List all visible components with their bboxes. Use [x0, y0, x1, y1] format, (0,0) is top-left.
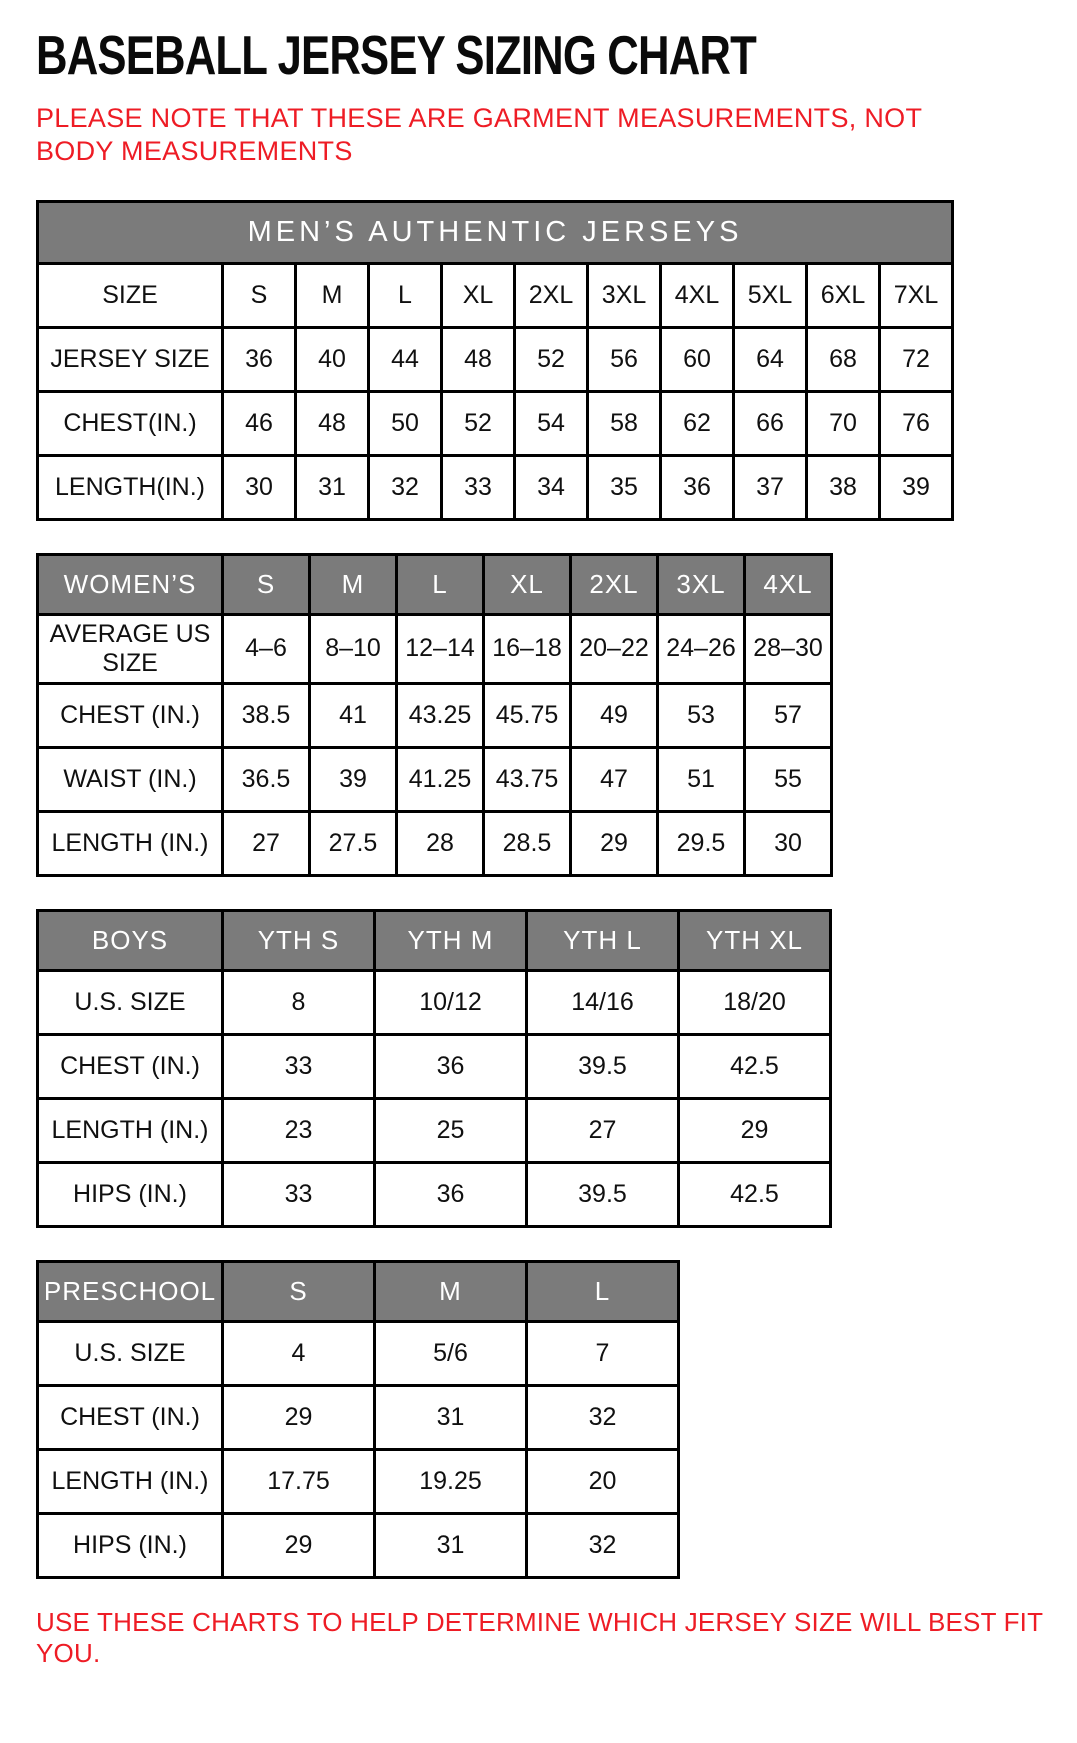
value-cell: 39 [880, 455, 953, 519]
table-row [38, 1162, 831, 1226]
value-cell: 30 [223, 455, 296, 519]
column-header: YTH L [527, 910, 679, 970]
value-cell: L [369, 263, 442, 327]
value-cell: 30 [745, 811, 832, 875]
value-cell: 29 [679, 1098, 831, 1162]
value-cell: 33 [223, 1162, 375, 1226]
header-row [38, 554, 832, 614]
preschool-jerseys-table [36, 1260, 680, 1579]
value-cell: 41 [310, 683, 397, 747]
value-cell: 32 [369, 455, 442, 519]
row-label: LENGTH(IN.) [38, 455, 223, 519]
value-cell: 48 [296, 391, 369, 455]
value-cell: 54 [515, 391, 588, 455]
row-label: HIPS (IN.) [38, 1162, 223, 1226]
value-cell: 40 [296, 327, 369, 391]
value-cell: 33 [223, 1034, 375, 1098]
value-cell: 5/6 [375, 1321, 527, 1385]
value-cell: 23 [223, 1098, 375, 1162]
table-row [38, 970, 831, 1034]
value-cell: 31 [296, 455, 369, 519]
value-cell: 7 [527, 1321, 679, 1385]
mens-banner-row [38, 201, 953, 263]
column-header: S [223, 1261, 375, 1321]
value-cell: 48 [442, 327, 515, 391]
value-cell: 43.75 [484, 747, 571, 811]
value-cell: 8 [223, 970, 375, 1034]
value-cell: 34 [515, 455, 588, 519]
row-label: WAIST (IN.) [38, 747, 223, 811]
table-row [38, 263, 953, 327]
value-cell: M [296, 263, 369, 327]
value-cell: 66 [734, 391, 807, 455]
value-cell: 56 [588, 327, 661, 391]
header-row [38, 910, 831, 970]
value-cell: 16–18 [484, 614, 571, 683]
value-cell: 27 [527, 1098, 679, 1162]
table-row [38, 747, 832, 811]
column-header: S [223, 554, 310, 614]
value-cell: 6XL [807, 263, 880, 327]
value-cell: 42.5 [679, 1162, 831, 1226]
table-row [38, 1449, 679, 1513]
value-cell: 37 [734, 455, 807, 519]
value-cell: 36 [661, 455, 734, 519]
value-cell: 32 [527, 1513, 679, 1577]
mens-jerseys-table [36, 200, 954, 521]
value-cell: 24–26 [658, 614, 745, 683]
row-label: LENGTH (IN.) [38, 1449, 223, 1513]
value-cell: 4 [223, 1321, 375, 1385]
value-cell: 52 [442, 391, 515, 455]
value-cell: 20 [527, 1449, 679, 1513]
value-cell: 36 [375, 1034, 527, 1098]
value-cell: 50 [369, 391, 442, 455]
value-cell: 60 [661, 327, 734, 391]
value-cell: 28–30 [745, 614, 832, 683]
value-cell: 38.5 [223, 683, 310, 747]
column-header: XL [484, 554, 571, 614]
row-label: AVERAGE US SIZE [38, 614, 223, 683]
row-label: SIZE [38, 263, 223, 327]
table-row [38, 1034, 831, 1098]
column-header: M [375, 1261, 527, 1321]
value-cell: 10/12 [375, 970, 527, 1034]
value-cell: 25 [375, 1098, 527, 1162]
table-row [38, 811, 832, 875]
value-cell: 62 [661, 391, 734, 455]
value-cell: 64 [734, 327, 807, 391]
column-header: M [310, 554, 397, 614]
table-row [38, 1321, 679, 1385]
row-label: CHEST (IN.) [38, 1034, 223, 1098]
value-cell: 4XL [661, 263, 734, 327]
value-cell: 12–14 [397, 614, 484, 683]
value-cell: 57 [745, 683, 832, 747]
table-row [38, 683, 832, 747]
column-header: L [397, 554, 484, 614]
value-cell: 2XL [515, 263, 588, 327]
value-cell: 44 [369, 327, 442, 391]
row-label: HIPS (IN.) [38, 1513, 223, 1577]
value-cell: 28 [397, 811, 484, 875]
value-cell: 42.5 [679, 1034, 831, 1098]
table-title-cell: PRESCHOOL [38, 1261, 223, 1321]
value-cell: 43.25 [397, 683, 484, 747]
mens-table-banner: MEN’S AUTHENTIC JERSEYS [38, 201, 953, 263]
value-cell: 33 [442, 455, 515, 519]
value-cell: 49 [571, 683, 658, 747]
value-cell: 5XL [734, 263, 807, 327]
table-row [38, 455, 953, 519]
row-label: JERSEY SIZE [38, 327, 223, 391]
value-cell: 14/16 [527, 970, 679, 1034]
value-cell: 41.25 [397, 747, 484, 811]
value-cell: 3XL [588, 263, 661, 327]
value-cell: 18/20 [679, 970, 831, 1034]
value-cell: 46 [223, 391, 296, 455]
value-cell: 32 [527, 1385, 679, 1449]
value-cell: 36 [375, 1162, 527, 1226]
table-row [38, 1385, 679, 1449]
value-cell: 19.25 [375, 1449, 527, 1513]
value-cell: 70 [807, 391, 880, 455]
table-title-cell: BOYS [38, 910, 223, 970]
row-label: LENGTH (IN.) [38, 1098, 223, 1162]
table-title-cell: WOMEN’S [38, 554, 223, 614]
value-cell: 27.5 [310, 811, 397, 875]
value-cell: 55 [745, 747, 832, 811]
value-cell: 36.5 [223, 747, 310, 811]
boys-jerseys-table [36, 909, 832, 1228]
value-cell: 38 [807, 455, 880, 519]
column-header: YTH M [375, 910, 527, 970]
value-cell: 8–10 [310, 614, 397, 683]
value-cell: 7XL [880, 263, 953, 327]
value-cell: 39.5 [527, 1162, 679, 1226]
value-cell: 53 [658, 683, 745, 747]
value-cell: 31 [375, 1385, 527, 1449]
row-label: CHEST(IN.) [38, 391, 223, 455]
value-cell: 27 [223, 811, 310, 875]
value-cell: 20–22 [571, 614, 658, 683]
womens-jerseys-table [36, 553, 833, 877]
column-header: L [527, 1261, 679, 1321]
row-label: CHEST (IN.) [38, 1385, 223, 1449]
value-cell: 76 [880, 391, 953, 455]
value-cell: 29 [223, 1513, 375, 1577]
column-header: 4XL [745, 554, 832, 614]
table-row [38, 327, 953, 391]
garment-note-text: PLEASE NOTE THAT THESE ARE GARMENT MEASUREMENTS, NOT BODY MEASUREMENTS [36, 103, 922, 166]
value-cell: 31 [375, 1513, 527, 1577]
page-title: BASEBALL JERSEY SIZING CHART [36, 25, 756, 87]
value-cell: 36 [223, 327, 296, 391]
column-header: YTH XL [679, 910, 831, 970]
value-cell: 39 [310, 747, 397, 811]
table-row [38, 391, 953, 455]
value-cell: 72 [880, 327, 953, 391]
row-label: LENGTH (IN.) [38, 811, 223, 875]
column-header: 2XL [571, 554, 658, 614]
table-row [38, 1513, 679, 1577]
value-cell: S [223, 263, 296, 327]
column-header: 3XL [658, 554, 745, 614]
value-cell: 17.75 [223, 1449, 375, 1513]
value-cell: 35 [588, 455, 661, 519]
table-row [38, 1098, 831, 1162]
fit-advice-text: USE THESE CHARTS TO HELP DETERMINE WHICH JERSEY SIZE WILL BEST FIT YOU. [36, 1606, 1043, 1668]
value-cell: 45.75 [484, 683, 571, 747]
value-cell: 39.5 [527, 1034, 679, 1098]
value-cell: 51 [658, 747, 745, 811]
column-header: YTH S [223, 910, 375, 970]
value-cell: 29.5 [658, 811, 745, 875]
value-cell: 47 [571, 747, 658, 811]
value-cell: 58 [588, 391, 661, 455]
value-cell: 68 [807, 327, 880, 391]
value-cell: 52 [515, 327, 588, 391]
value-cell: 29 [571, 811, 658, 875]
row-label: U.S. SIZE [38, 1321, 223, 1385]
table-row [38, 614, 832, 683]
header-row [38, 1261, 679, 1321]
value-cell: XL [442, 263, 515, 327]
value-cell: 29 [223, 1385, 375, 1449]
value-cell: 4–6 [223, 614, 310, 683]
row-label: U.S. SIZE [38, 970, 223, 1034]
value-cell: 28.5 [484, 811, 571, 875]
row-label: CHEST (IN.) [38, 683, 223, 747]
